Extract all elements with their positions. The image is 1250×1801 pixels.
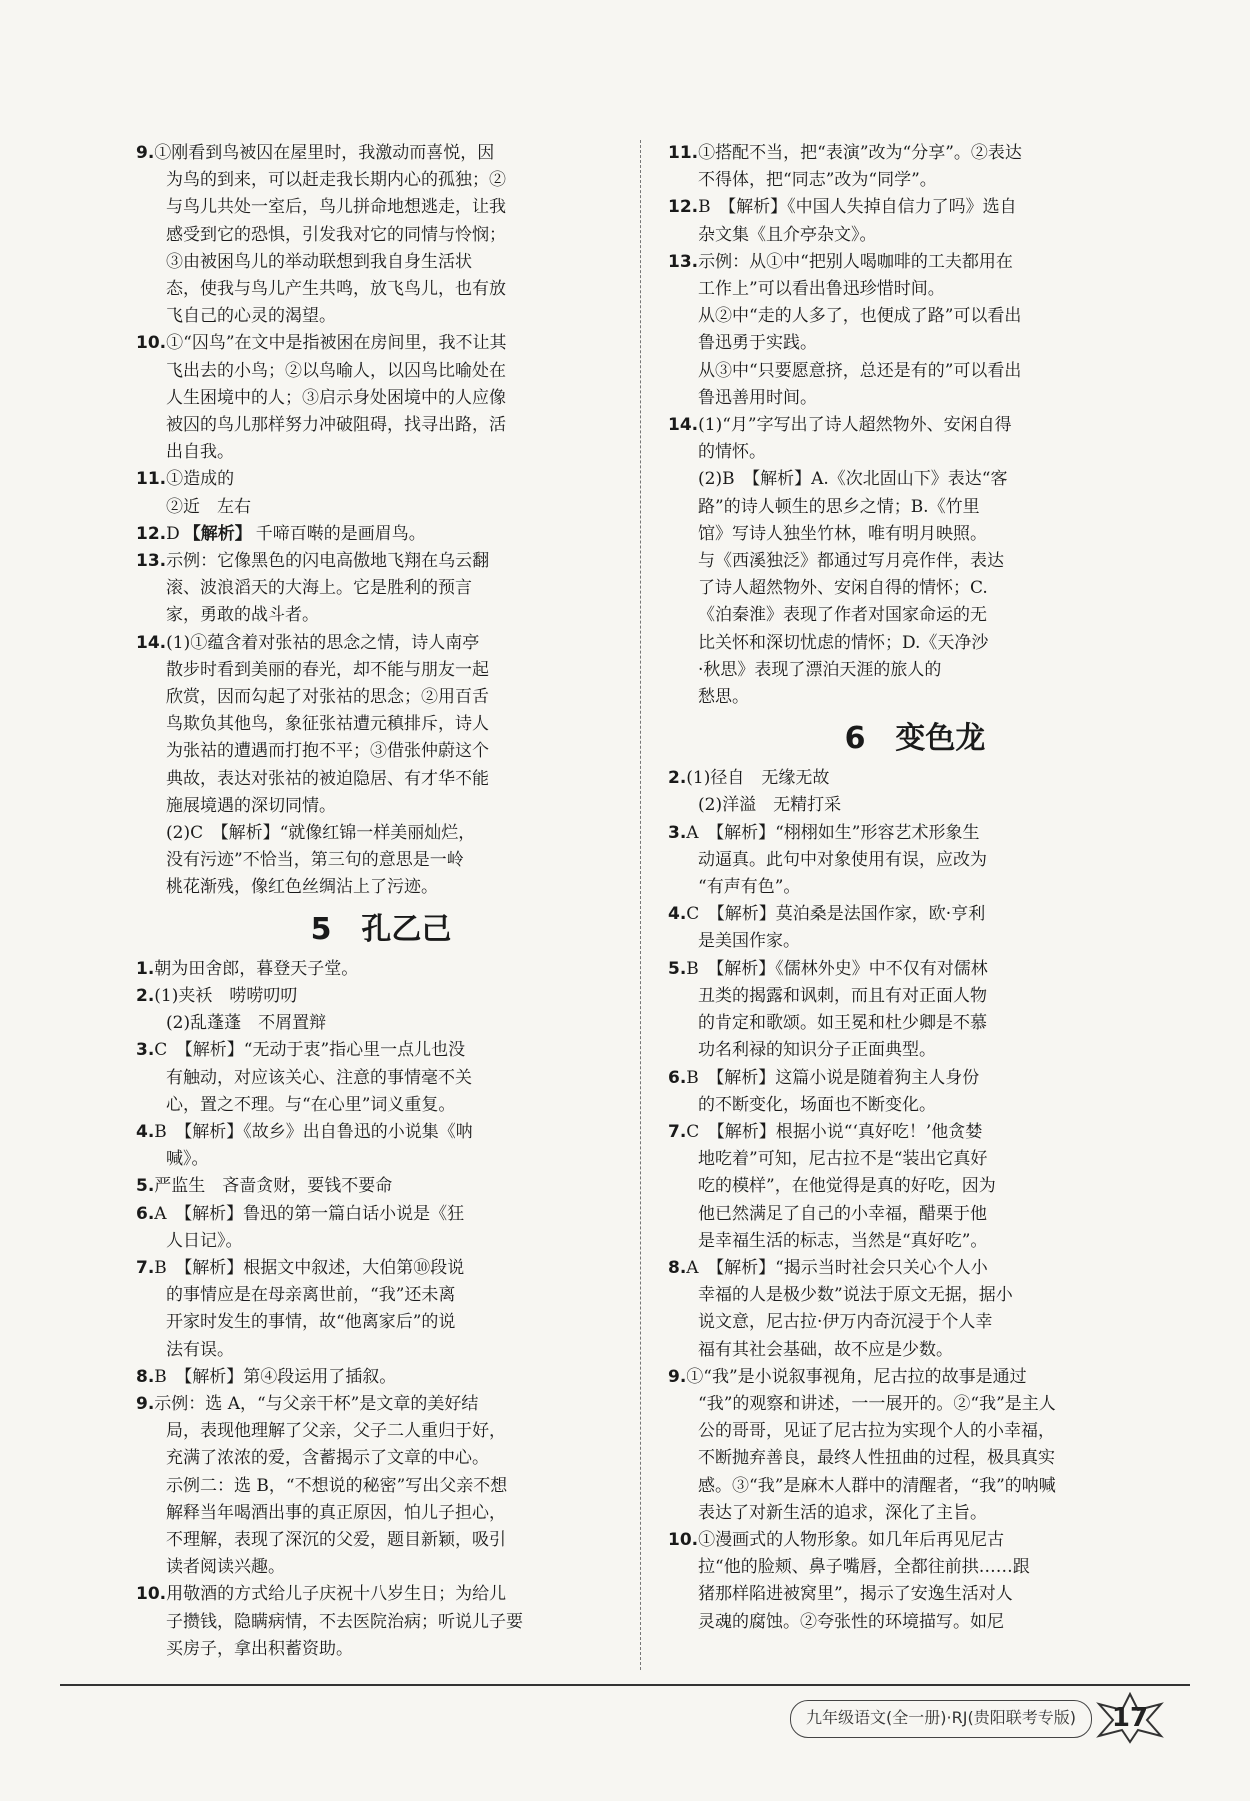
answer-line: (1)径自 无缘无故: [686, 768, 830, 789]
answer-line: 表达了对新生活的追求，深化了主旨。: [698, 1502, 987, 1523]
answer-line: 典故，表达对张祜的被迫隐居、有才华不能: [166, 768, 489, 789]
item-number: 6.: [136, 1203, 155, 1224]
answer-line: B 【解析】《儒林外史》中不仅有对儒林: [686, 958, 988, 979]
answer-line: 用敬酒的方式给儿子庆祝十八岁生日；为给儿: [166, 1584, 507, 1605]
answer-item: [136, 140, 626, 330]
answer-line: B 【解析】第④段运用了插叙。: [154, 1366, 397, 1387]
answer-line: 是美国作家。: [698, 931, 800, 952]
item-number: 10.: [668, 1529, 699, 1550]
answer-line: 感受到它的恐惧，引发我对它的同情与怜悯；: [166, 224, 506, 245]
answer-line: ·秋思》表现了漂泊天涯的旅人的: [698, 659, 942, 680]
answer-line: “我”的观察和讲述，一一展开的。②“我”是主人: [698, 1393, 1056, 1414]
item-number: 3.: [668, 822, 687, 843]
answer-item: [668, 1527, 1162, 1636]
answer-line: 说文意，尼古拉·伊万内奇沉浸于个人幸: [698, 1312, 993, 1333]
item-number: 12.: [136, 523, 167, 544]
answer-item: [136, 1119, 626, 1173]
answer-item: [668, 1255, 1162, 1364]
answer-line: 不断抛弃善良，最终人性扭曲的过程，极具真实: [698, 1448, 1055, 1469]
item-number: 7.: [136, 1257, 155, 1278]
answer-item: [668, 1065, 1162, 1119]
answer-choice: D: [166, 523, 180, 544]
answer-item: [136, 521, 626, 548]
answer-line: 子攒钱，隐瞒病情，不去医院治病；听说儿子要: [166, 1611, 523, 1632]
answer-item: [136, 983, 626, 1037]
answer-line: (1)①蕴含着对张祜的思念之情，诗人南亭: [166, 632, 480, 653]
answer-line: 飞自己的心灵的渴望。: [166, 306, 336, 327]
answer-line: 丑类的揭露和讽刺，而且有对正面人物: [698, 985, 987, 1006]
answer-item: [136, 1173, 626, 1200]
item-number: 4.: [668, 904, 687, 925]
answer-line: 公的哥哥，见证了尼古拉为实现个人的小幸福，: [698, 1421, 1055, 1442]
answer-line: B 【解析】这篇小说是随着狗主人身份: [686, 1067, 980, 1088]
answer-line: A 【解析】“栩栩如生”形容艺术形象生: [686, 822, 980, 843]
answer-line: 示例二：选 B，“不想说的秘密”写出父亲不想: [166, 1475, 508, 1496]
item-number: 2.: [668, 768, 687, 789]
answer-line: 路”的诗人顿生的思乡之情；B.《竹里: [698, 496, 980, 517]
answer-line: 买房子，拿出积蓄资助。: [166, 1638, 353, 1659]
item-number: 3.: [136, 1040, 155, 1061]
answer-line: (1)“月”字写出了诗人超然物外、安闲自得: [698, 415, 1012, 436]
answer-line: 灵魂的腐蚀。②夸张性的环境描写。如尼: [698, 1611, 1004, 1632]
answer-line: (2)洋溢 无精打采: [698, 795, 842, 816]
answer-item: [136, 1037, 626, 1119]
answer-item: [668, 956, 1162, 1065]
answer-item: [136, 548, 626, 630]
item-number: 8.: [668, 1257, 687, 1278]
answer-line: “有声有色”。: [698, 877, 801, 898]
answer-line: C 【解析】“无动于衷”指心里一点儿也没: [154, 1040, 466, 1061]
answer-item: [668, 412, 1162, 711]
answer-line: 为张祜的遭遇而打抱不平；③借张仲蔚这个: [166, 741, 489, 762]
answer-line: ①刚看到鸟被囚在屋里时，我激动而喜悦，因: [154, 143, 495, 163]
answer-line: 的事情应是在母亲离世前，“我”还未离: [166, 1285, 456, 1306]
answer-line: 人生困境中的人；③启示身处困境中的人应像: [166, 387, 506, 408]
answer-item: [136, 1391, 626, 1581]
answer-line: 幸福的人是极少数”说法于原文无据，据小: [698, 1285, 1013, 1306]
answer-line: 示例：从①中“把别人喝咖啡的工夫都用在: [698, 251, 1013, 272]
answer-line: 不得体，把“同志”改为“同学”。: [698, 170, 937, 191]
answer-line: 《泊秦淮》表现了作者对国家命运的无: [698, 605, 987, 626]
answer-line: 感。③“我”是麻木人群中的清醒者，“我”的呐喊: [698, 1475, 1056, 1496]
answer-line: 家，勇敢的战斗者。: [166, 605, 319, 626]
answer-line: 工作上”可以看出鲁迅珍惜时间。: [698, 279, 945, 300]
answer-line: 动逼真。此句中对象使用有误，应改为: [698, 849, 987, 870]
answer-item: [668, 194, 1162, 248]
item-number: 14.: [668, 415, 699, 436]
left-column: [136, 140, 626, 1663]
answer-line: 态，使我与鸟儿产生共鸣，放飞鸟儿，也有放: [166, 279, 506, 300]
answer-line: 他已然满足了自己的小幸福，醋栗于他: [698, 1203, 987, 1224]
answer-line: 鲁迅勇于实践。: [698, 333, 817, 354]
answer-line: 馆》写诗人独坐竹林，唯有明月映照。: [698, 523, 987, 544]
answer-line: 桃花渐残，像红色丝绸沾上了污迹。: [166, 877, 438, 898]
answer-line: 飞出去的小鸟；②以鸟喻人，以囚鸟比喻处在: [166, 360, 506, 381]
answer-line: 杂文集《且介亭杂文》。: [698, 224, 877, 245]
answer-line: 局，表现他理解了父亲，父子二人重归于好，: [166, 1421, 506, 1442]
section-title: 6 变色龙: [844, 721, 986, 757]
answer-line: 人日记》。: [166, 1230, 243, 1251]
item-number: 9.: [136, 143, 155, 163]
answer-line: 从③中“只要愿意挤，总还是有的”可以看出: [698, 360, 1022, 381]
answer-line: 示例：它像黑色的闪电高傲地飞翔在乌云翻: [166, 551, 490, 572]
item-number: 4.: [136, 1121, 155, 1142]
footer-rule: [60, 1684, 1190, 1686]
answer-line: 鲁迅善用时间。: [698, 387, 817, 408]
answer-item: [668, 1119, 1162, 1255]
answer-line: 了诗人超然物外、安闲自得的情怀；C.: [698, 578, 988, 599]
answer-line: ③由被困鸟儿的举动联想到我自身生活状: [166, 251, 472, 272]
answer-line: 被囚的鸟儿那样努力冲破阻碍，找寻出路，活: [166, 415, 506, 436]
item-number: 14.: [136, 632, 167, 653]
answer-line: B 【解析】根据文中叙述，大伯第⑩段说: [154, 1257, 465, 1278]
answer-line: ①搭配不当，把“表演”改为“分享”。②表达: [698, 143, 1022, 163]
answer-line: ①“我”是小说叙事视角，尼古拉的故事是通过: [686, 1366, 1027, 1387]
answer-line: 的肯定和歌颂。如王冕和杜少卿是不慕: [698, 1013, 987, 1034]
answer-line: 朝为田舍郎，暮登天子堂。: [154, 958, 359, 979]
answer-line: ②近 左右: [166, 496, 251, 517]
right-column: [668, 140, 1162, 1636]
book-title-footer: 九年级语文(全一册)·RJ(贵阳联考专版): [790, 1700, 1092, 1738]
answer-item: [136, 956, 626, 983]
answer-line: 猪那样陷进被窝里”，揭示了安逸生活对人: [698, 1584, 1013, 1605]
answer-item: [136, 466, 626, 520]
answer-item: [136, 1255, 626, 1364]
answer-line: 的情怀。: [698, 442, 766, 463]
answer-line: 解释当年喝酒出事的真正原因，怕儿子担心，: [166, 1502, 506, 1523]
answer-line: 开家时发生的事情，故“他离家后”的说: [166, 1312, 456, 1333]
column-divider: [640, 140, 641, 1670]
item-number: 5.: [136, 1176, 155, 1197]
item-number: 9.: [668, 1366, 687, 1387]
answer-line: 是幸福生活的标志，当然是“真好吃”。: [698, 1230, 988, 1251]
item-number: 13.: [668, 251, 699, 272]
answer-line: 严监生 吝啬贪财，要钱不要命: [154, 1176, 393, 1197]
answer-line: 地吃着”可知，尼古拉不是“装出它真好: [698, 1149, 988, 1170]
answer-item: [136, 330, 626, 466]
item-number: 6.: [668, 1067, 687, 1088]
answer-line: 心，置之不理。与“在心里”词义重复。: [166, 1094, 456, 1115]
answer-line: 示例：选 A，“与父亲干杯”是文章的美好结: [154, 1393, 479, 1414]
answer-line: (2)B 【解析】A.《次北固山下》表达“客: [698, 469, 1008, 490]
answer-line: 滚、波浪滔天的大海上。它是胜利的预言: [166, 578, 472, 599]
item-number: 8.: [136, 1366, 155, 1387]
answer-line: 施展境遇的深切同情。: [166, 795, 336, 816]
answer-line: ①造成的: [166, 469, 235, 490]
answer-item: [668, 140, 1162, 194]
item-number: 11.: [136, 469, 167, 490]
answer-item: [136, 630, 626, 902]
item-number: 10.: [136, 1584, 167, 1605]
item-number: 11.: [668, 143, 699, 163]
answer-item: [668, 249, 1162, 412]
answer-line: 千啼百啭的是画眉鸟。: [255, 523, 426, 544]
answer-line: 不理解，表现了深沉的父爱，题目新颖，吸引: [166, 1529, 506, 1550]
section-title: 5 孔乙己: [310, 911, 452, 947]
answer-line: 有触动，对应该关心、注意的事情毫不关: [166, 1067, 472, 1088]
answer-line: 充满了浓浓的爱，含蓄揭示了文章的中心。: [166, 1448, 489, 1469]
answer-line: 出自我。: [166, 442, 234, 463]
answer-line: 散步时看到美丽的春光，却不能与朋友一起: [166, 659, 489, 680]
answer-line: 喊》。: [166, 1149, 209, 1170]
answer-line: A 【解析】鲁迅的第一篇白话小说是《狂: [154, 1203, 465, 1224]
answer-line: B 【解析】《故乡》出自鲁迅的小说集《呐: [154, 1121, 473, 1142]
answer-line: ①漫画式的人物形象。如几年后再见尼古: [698, 1529, 1005, 1550]
item-number: 10.: [136, 333, 167, 354]
answer-item: [668, 901, 1162, 955]
answer-line: C 【解析】根据小说“‘真好吃！’他贪婪: [686, 1121, 983, 1142]
page-number-text: 17: [1111, 1703, 1149, 1733]
item-number: 2.: [136, 985, 155, 1006]
item-number: 13.: [136, 551, 167, 572]
answer-line: (2)乱蓬蓬 不屑置辩: [166, 1013, 327, 1034]
answer-line: 比关怀和深切忧虑的情怀；D.《天净沙: [698, 632, 989, 653]
item-number: 9.: [136, 1393, 155, 1414]
answer-line: 拉“他的脸颊、鼻子嘴唇，全都往前拱……跟: [698, 1557, 1030, 1578]
item-number: 5.: [668, 958, 687, 979]
answer-line: 吃的模样”，在他觉得是真的好吃，因为: [698, 1176, 996, 1197]
answer-item: [136, 1364, 626, 1391]
answer-line: ①“囚鸟”在文中是指被困在房间里，我不让其: [166, 333, 507, 354]
answer-line: 从②中“走的人多了，也便成了路”可以看出: [698, 306, 1022, 327]
answer-line: 福有其社会基础，故不应是少数。: [698, 1339, 953, 1360]
answer-line: 法有误。: [166, 1339, 234, 1360]
answer-line: 没有污迹”不恰当，第三句的意思是一岭: [166, 850, 464, 871]
item-number: 7.: [668, 1121, 687, 1142]
answer-line: 读者阅读兴趣。: [166, 1557, 285, 1578]
answer-item: [668, 1364, 1162, 1527]
analysis-tag: 【解析】: [183, 523, 252, 544]
answer-item: [668, 765, 1162, 819]
answer-line: 欣赏，因而勾起了对张祜的思念；②用百舌: [166, 687, 489, 708]
answer-line: (1)夹袄 唠唠叨叨: [154, 985, 298, 1006]
answer-item: [136, 1201, 626, 1255]
answer-line: 与《西溪独泛》都通过写月亮作伴，表达: [698, 551, 1004, 572]
answer-item: [668, 820, 1162, 902]
answer-line: 功名利禄的知识分子正面典型。: [698, 1040, 936, 1061]
answer-line: 鸟欺负其他鸟，象征张祜遭元稹排斥，诗人: [166, 714, 489, 735]
answer-line: (2)C 【解析】“就像红锦一样美丽灿烂，: [166, 823, 476, 844]
item-number: 1.: [136, 958, 155, 979]
answer-line: B 【解析】《中国人失掉自信力了吗》选自: [698, 197, 1017, 218]
answer-line: A 【解析】“揭示当时社会只关心个人小: [686, 1257, 988, 1278]
answer-line: C 【解析】莫泊桑是法国作家，欧·亨利: [686, 904, 986, 925]
answer-line: 愁思。: [698, 687, 749, 708]
answer-line: 与鸟儿共处一室后，鸟儿拼命地想逃走，让我: [166, 197, 506, 218]
item-number: 12.: [668, 197, 699, 218]
answer-line: 为鸟的到来，可以赶走我长期内心的孤独；②: [166, 170, 506, 191]
page-number: [1095, 1692, 1165, 1744]
answer-line: 的不断变化，场面也不断变化。: [698, 1094, 936, 1115]
answer-item: [136, 1581, 626, 1663]
